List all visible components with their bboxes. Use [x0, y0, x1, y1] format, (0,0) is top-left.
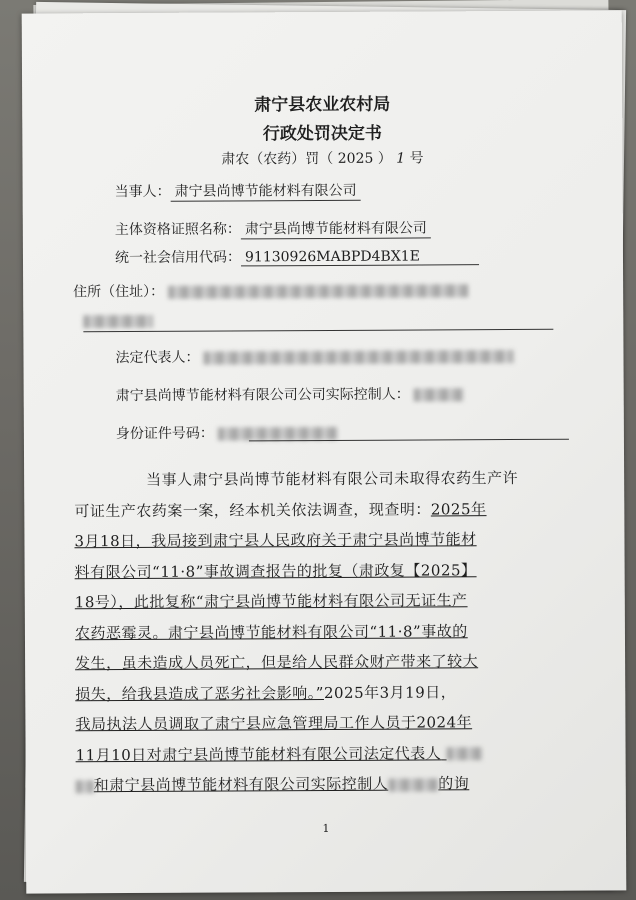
- address-underline: [83, 329, 553, 332]
- body-line: 发生，虽未造成人员死亡，但是给人民群众财产带来了较大: [75, 652, 479, 673]
- doc-number-suffix: 号: [409, 150, 424, 167]
- document-type-title: 行政处罚决定书: [262, 123, 382, 145]
- cert-name-value: 肃宁县尚博节能材料有限公司: [241, 217, 431, 239]
- body-line: 农药恶霉灵。肃宁县尚博节能材料有限公司“11·8”事故的: [74, 621, 468, 642]
- cert-name-label: 主体资格证照名称：: [114, 221, 241, 239]
- redacted-id-number: [218, 426, 338, 440]
- credit-code-label: 统一社会信用代码：: [114, 249, 242, 267]
- controller-field: [116, 383, 465, 405]
- body-line: 料有限公司“11·8”事故调查报告的批复（肃政复【2025】: [74, 560, 477, 581]
- party-label: 当事人：: [114, 183, 171, 201]
- document-page: [22, 10, 627, 893]
- redacted-address: [169, 284, 469, 299]
- body-line: 我局执法人员调取了肃宁县应急管理局工作人员于2024年: [75, 713, 473, 734]
- body-line: 可证生产农药案一案，经本机关依法调查，现查明：: [74, 499, 431, 520]
- address-field: [73, 279, 469, 301]
- body-line: 的询: [438, 774, 470, 793]
- body-line: 和肃宁县尚博节能材料有限公司实际控制人: [93, 774, 389, 795]
- agency-title: 肃宁县农业农村局: [254, 94, 391, 116]
- redacted-controller: [414, 388, 464, 401]
- doc-number-prefix: 肃农（农药）罚（: [221, 150, 334, 168]
- id-label: 身份证件号码：: [115, 425, 214, 443]
- findings-paragraph: [74, 463, 588, 801]
- legal-rep-field: [115, 345, 514, 367]
- address-field-continued: [83, 313, 153, 329]
- body-line: 当事人肃宁县尚博节能材料有限公司未取得农药生产许: [146, 468, 519, 489]
- doc-number-mid: ）: [377, 150, 392, 167]
- body-line: 18号），此批复称“肃宁县尚博节能材料有限公司无证生产: [74, 591, 468, 612]
- doc-year: 2025: [337, 150, 374, 167]
- body-line: 损失，给我县造成了恶劣社会影响。”: [75, 683, 324, 703]
- redacted-legal-rep: [204, 350, 514, 365]
- document-number: [22, 146, 622, 169]
- body-line: 2025年: [430, 499, 487, 518]
- redacted-name: [76, 780, 94, 793]
- body-line: 3月18日，我局接到肃宁县人民政府关于肃宁县尚博节能材: [74, 530, 477, 551]
- party-value: 肃宁县尚博节能材料有限公司: [171, 180, 361, 202]
- doc-number: 1: [396, 150, 406, 167]
- body-line: 2025年3月19日，: [323, 682, 457, 702]
- redacted-name: [447, 747, 483, 760]
- credit-code-field: [115, 245, 479, 267]
- redacted-name: [388, 778, 438, 791]
- page-number: 1: [322, 821, 330, 836]
- party-field: [115, 180, 361, 202]
- credit-code-value: 91130926MABPD4BX1E: [241, 248, 479, 266]
- redacted-address: [83, 314, 153, 327]
- controller-label: 肃宁县尚博节能材料有限公司公司实际控制人：: [115, 386, 410, 405]
- cert-name-field: [115, 217, 431, 240]
- body-line: 11月10日对肃宁县尚博节能材料有限公司法定代表人: [75, 743, 442, 764]
- address-label: 住所（住址）：: [73, 283, 165, 301]
- legal-rep-label: 法定代表人：: [115, 349, 200, 367]
